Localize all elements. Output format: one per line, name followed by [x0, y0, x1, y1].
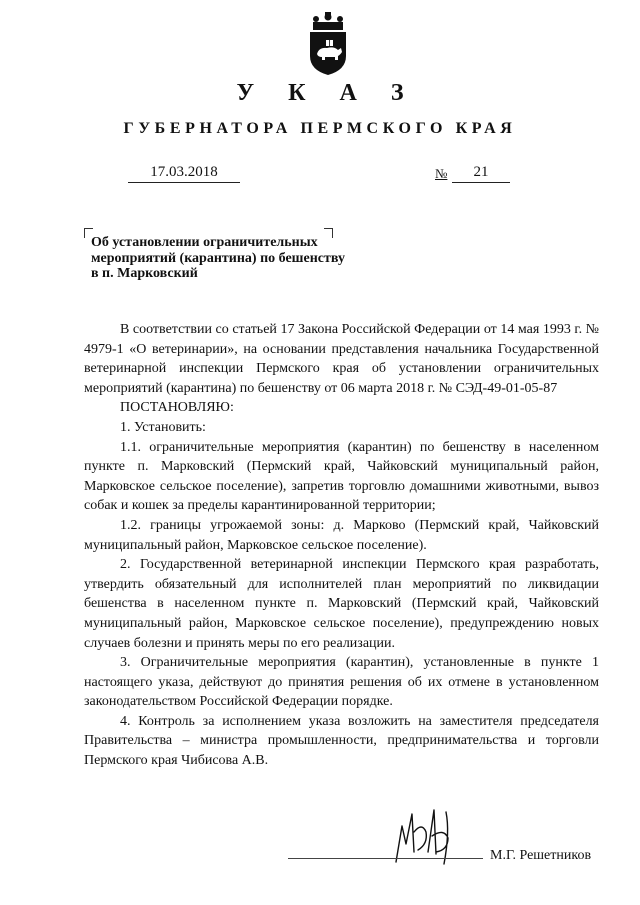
clause-1: 1. Установить: [120, 419, 206, 435]
title-line: мероприятий (карантина) по бешенству [91, 250, 345, 266]
clause-1-1: 1.1. ограничительные мероприятия (карантин) по бешенству в населенном пункте п. Марковский (Пермский край, Чайковский муниципальный район, Марковское сельское поселение), запретив торговлю домашними животными, вывоз собак и кошек за пределы карантинированной территории; [84, 439, 599, 514]
signature-line [288, 858, 483, 859]
clause-1-2: 1.2. границы угрожаемой зоны: д. Марково (Пермский край, Чайковский муниципальный район, Марковское сельское поселение). [84, 517, 599, 553]
clause-4: 4. Контроль за исполнением указа возложить на заместителя председателя Правительства – министра промышленности, предпринимательства и торговли Пермского края Чибисова А.В. [84, 713, 599, 769]
document-body [84, 320, 599, 771]
coat-of-arms-icon [301, 12, 355, 76]
issuer-subtitle: ГУБЕРНАТОРА ПЕРМСКОГО КРАЯ [123, 120, 517, 137]
preamble-paragraph: В соответствии со статьей 17 Закона Российской Федерации от 14 мая 1993 г. № 4979-1 «О ветеринарии», на основании представления начальника Государственной ветеринарной инспекции Пермского края об установлении ограничительных мероприятий (карантина) по бешенству от 06 марта 2018 г. № СЭД-49-01-05-87 [84, 322, 599, 396]
clause-2: 2. Государственной ветеринарной инспекции Пермского края разработать, утвердить обязательный для исполнителей план мероприятий по ликвидации бешенства в населенном пункте п. Марковский (Пермский край, Чайковский муниципальный район, Марковское сельское поселение), предупреждению новых случаев болезни и принять меры по его реализации. [84, 557, 599, 651]
clause-3: 3. Ограничительные мероприятия (карантин), установленные в пункте 1 настоящего указа, действуют до принятия решения об их отмене в установленном законодательством Российской Федерации порядке. [84, 655, 599, 710]
document-number: 21 [452, 162, 510, 183]
title-line: в п. Марковский [91, 266, 198, 281]
signature-icon [388, 792, 468, 872]
document-date: 17.03.2018 [128, 162, 240, 183]
decree-keyword: ПОСТАНОВЛЯЮ: [120, 400, 234, 416]
title-line: Об установлении ограничительных [91, 235, 318, 250]
signatory-name: М.Г. Решетников [490, 848, 592, 863]
document-title [91, 235, 376, 282]
document-type-heading: У К А З [236, 80, 418, 106]
number-label: № [435, 166, 448, 181]
